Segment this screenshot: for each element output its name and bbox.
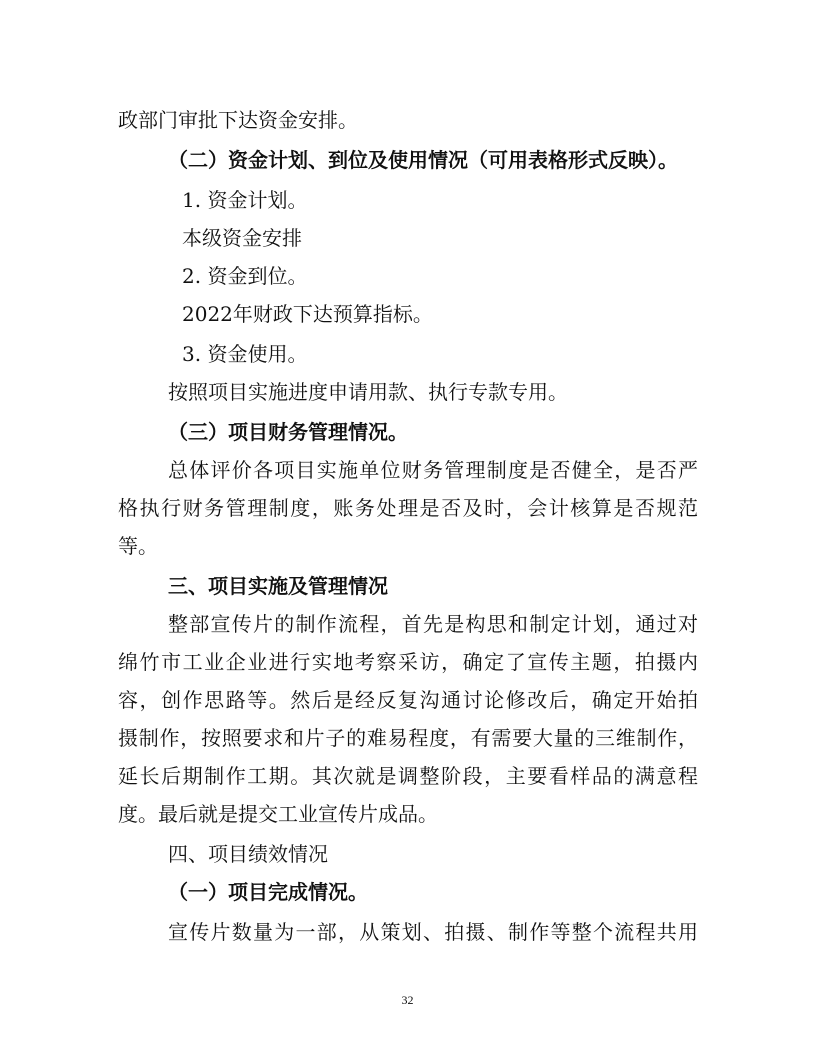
paragraph-line: 度。最后就是提交工业宣传片成品。 (118, 802, 438, 826)
section-heading: （一）项目完成情况。 (168, 880, 368, 904)
section-heading: （二）资金计划、到位及使用情况（可用表格形式反映）。 (168, 148, 678, 172)
list-item: 1. 资金计划。 (182, 188, 308, 212)
paragraph-line: 延长后期制作工期。其次就是调整阶段，主要看样品的满意程 (118, 764, 698, 788)
paragraph-line: 容，创作思路等。然后是经反复沟通讨论修改后，确定开始拍 (118, 688, 698, 712)
text-line: 2022年财政下达预算指标。 (182, 302, 433, 326)
paragraph-line: 摄制作，按照要求和片子的难易程度，有需要大量的三维制作， (118, 726, 698, 750)
paragraph-line: 宣传片数量为一部，从策划、拍摄、制作等整个流程共用 (168, 920, 698, 944)
chapter-heading: 四、项目绩效情况 (168, 842, 328, 866)
paragraph-line: 格执行财务管理制度，账务处理是否及时，会计核算是否规范 (118, 496, 698, 520)
paragraph-line: 整部宣传片的制作流程，首先是构思和制定计划，通过对 (168, 612, 698, 636)
paragraph-line: 绵竹市工业企业进行实地考察采访，确定了宣传主题，拍摄内 (118, 650, 698, 674)
paragraph-line: 等。 (118, 534, 158, 558)
text-line: 政部门审批下达资金安排。 (118, 108, 358, 132)
page-number: 32 (401, 993, 414, 1007)
list-item: 3. 资金使用。 (182, 342, 308, 366)
section-heading: （三）项目财务管理情况。 (168, 420, 408, 444)
chapter-heading: 三、项目实施及管理情况 (168, 574, 388, 598)
list-item: 2. 资金到位。 (182, 264, 308, 288)
paragraph-line: 总体评价各项目实施单位财务管理制度是否健全，是否严 (168, 458, 698, 482)
text-line: 本级资金安排 (182, 226, 302, 250)
text-line: 按照项目实施进度申请用款、执行专款专用。 (168, 380, 568, 404)
